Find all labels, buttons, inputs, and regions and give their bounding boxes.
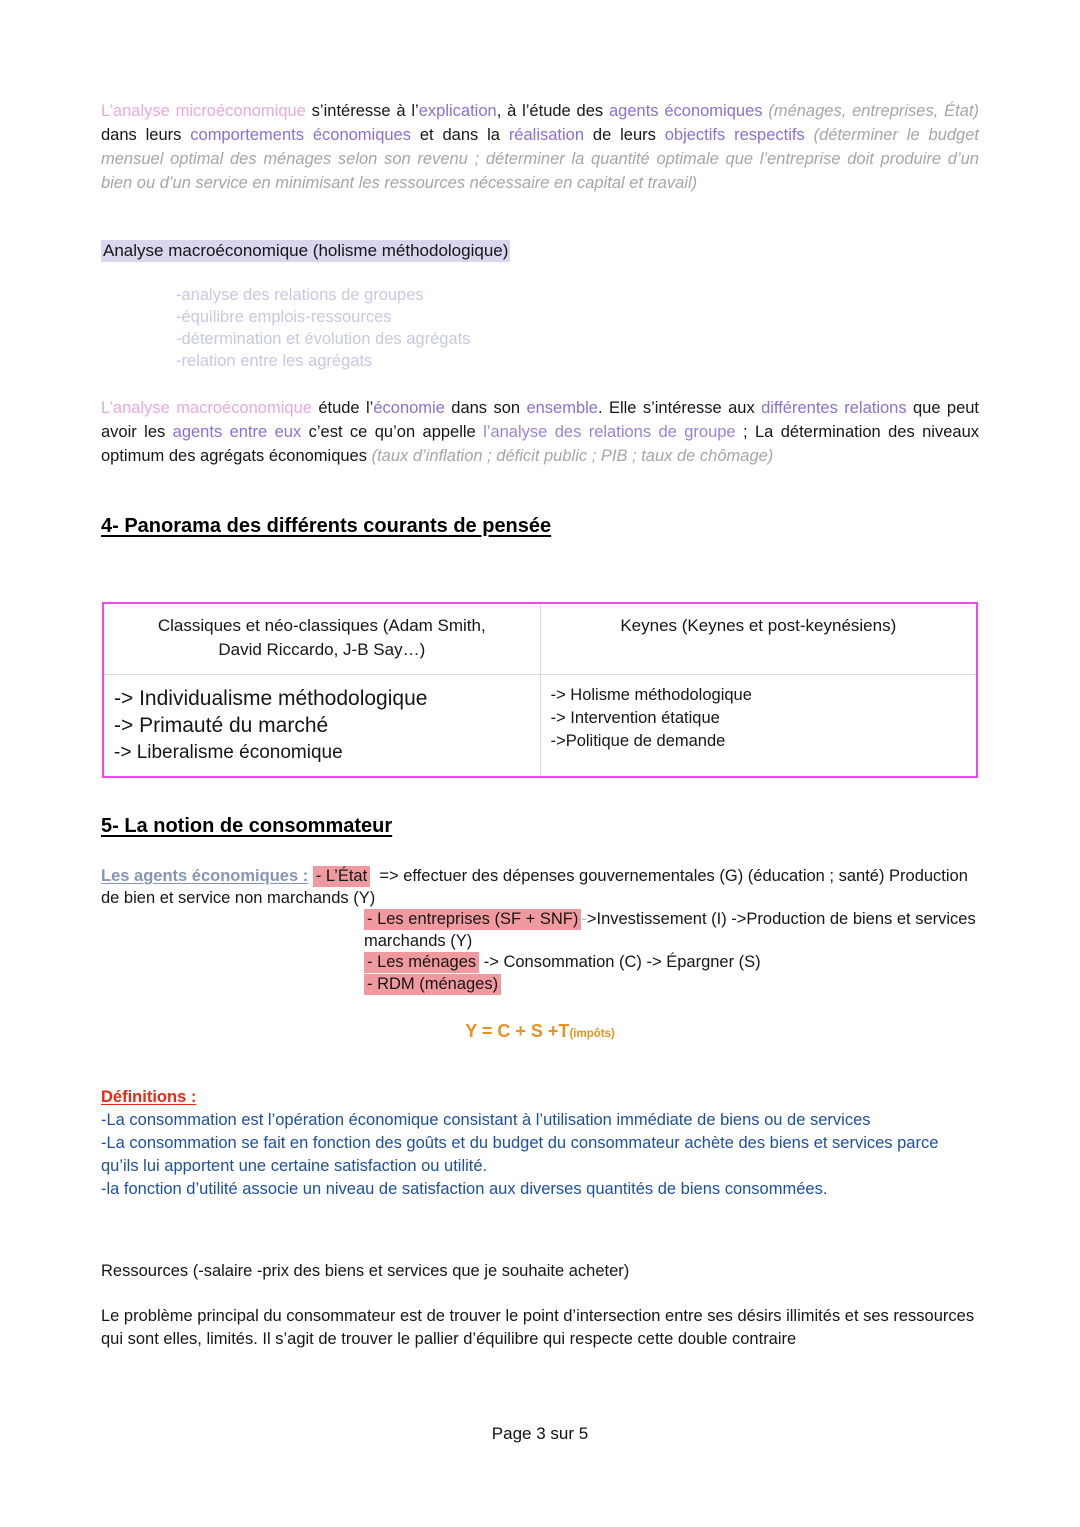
document-page: [101, 0, 979, 1527]
menages-description: [479, 953, 761, 971]
table-cell-keynes-items: [540, 675, 977, 778]
agents-etat-line: [101, 866, 979, 909]
macro-parenthetical: (taux d’inflation ; déficit public ; PIB ; taux de chômage): [371, 447, 774, 465]
table-header-text: [104, 604, 540, 674]
micro-text-5: de leurs: [584, 126, 665, 144]
header-line-1: Classiques et néo-classiques (Adam Smith,: [157, 616, 486, 635]
list-item: -détermination et évolution des agrégats: [176, 330, 471, 348]
table-cell-classiques-items: [103, 675, 540, 778]
explication-term: explication: [418, 102, 497, 120]
list-item: -> Intervention étatique: [550, 709, 720, 727]
definitions-block: [101, 1086, 979, 1201]
macro-text-6: ; La détermination des niveaux optimum des agrégats économiques: [101, 423, 979, 465]
table-row: [103, 675, 977, 778]
agents-economiques-block: [101, 866, 979, 995]
micro-text-2: , à l’étude des: [496, 102, 609, 120]
macro-heading-wrapper: [101, 239, 510, 263]
table-header-cell-keynes: [540, 603, 977, 675]
macro-text-2: dans son: [444, 399, 527, 417]
table-header-cell-classiques: [103, 603, 540, 675]
micro-text-4: et dans la: [410, 126, 509, 144]
etat-description-text: => effectuer des dépenses gouvernementales (G) (éducation ; santé) Production de bien et service non marchands (Y): [101, 867, 968, 907]
list-item: -> Liberalisme économique: [114, 742, 343, 763]
definition-item: -La consommation est l’opération économique consistant à l’utilisation immédiate de biens ou de services: [101, 1111, 871, 1129]
probleme-consommateur-paragraph: Le problème principal du consommateur est de trouver le point d’intersection entre ses désirs illimités et ses ressources qui sont elles, limités. Il s’agit de trouver le pallier d’équilibre qui respecte cette double contraire: [101, 1307, 975, 1348]
list-item: -équilibre emplois-ressources: [176, 308, 392, 326]
macro-text-4: que peut avoir les: [101, 399, 980, 441]
header-line-2: David Riccardo, J-B Say…): [218, 640, 426, 659]
entreprises-highlight: - Les entreprises (SF + SNF): [364, 909, 581, 930]
page-footer: Page 3 sur 5: [491, 1424, 589, 1443]
analyse-relations-groupe-term: l’analyse des relations de groupe: [483, 423, 736, 441]
list-item: -> Individualisme méthodologique: [114, 687, 428, 710]
entreprises-dash: -: [581, 910, 587, 928]
income-formula: [101, 1021, 979, 1042]
rdm-highlight: - RDM (ménages): [364, 974, 501, 995]
agents-economiques-term: agents économiques: [608, 102, 763, 120]
agents-rdm-line: [101, 974, 979, 996]
comportements-term: comportements économiques: [190, 126, 411, 144]
etat-highlight: - L’État: [313, 866, 370, 887]
macro-economics-paragraph: [101, 396, 979, 468]
menages-description-text: -> Consommation (C) -> Épargner (S): [483, 953, 761, 971]
macro-text-5: c’est ce qu’on appelle: [301, 423, 484, 441]
section-heading-5: 5- La notion de consommateur: [101, 815, 393, 837]
ressources-paragraph: Ressources (-salaire -prix des biens et services que je souhaite acheter): [101, 1262, 630, 1280]
definition-item: -la fonction d’utilité associe un niveau de satisfaction aux diverses quantités de biens consommées.: [101, 1180, 828, 1198]
micro-text-1: s’intéresse à l’: [305, 102, 419, 120]
keynes-item-list: [541, 675, 976, 763]
micro-term: L’analyse microéconomique: [101, 102, 306, 120]
definition-item: -La consommation se fait en fonction des goûts et du budget du consommateur achète des biens et services parce qu’ils lui apportent une certaine satisfaction ou utilité.: [101, 1134, 939, 1175]
list-item: ->Politique de demande: [550, 732, 726, 750]
list-item: -> Holisme méthodologique: [550, 686, 752, 704]
table-header-row: [103, 603, 977, 675]
economie-term: économie: [373, 399, 445, 417]
agents-entre-eux-term: agents entre eux: [172, 423, 302, 441]
formula-subscript: (impôts): [569, 1028, 615, 1040]
menages-highlight: - Les ménages: [364, 952, 479, 973]
classiques-item-list: [104, 675, 540, 776]
macro-bullet-list: [176, 284, 470, 372]
realisation-term: réalisation: [508, 126, 585, 144]
micro-parenthetical-1: (ménages, entreprises, État): [762, 102, 979, 120]
list-item: -analyse des relations de groupes: [176, 286, 424, 304]
objectifs-term: objectifs respectifs: [664, 126, 805, 144]
entreprises-description: >Investissement (I) ->Production de biens et services marchands (Y): [364, 910, 976, 950]
micro-parenthetical-2: (déterminer le budget mensuel optimal des ménages selon son revenu ; déterminer la quantité optimale que l’entreprise doit produire d’un bien ou d’un service en minimisant les ressources nécessaire en capital et travail): [101, 126, 979, 192]
list-item: -> Primauté du marché: [114, 714, 329, 737]
differentes-relations-term: différentes relations: [761, 399, 907, 417]
definitions-title: Définitions :: [101, 1088, 197, 1106]
macro-term: L’analyse macroéconomique: [101, 399, 312, 417]
formula-main: Y = C + S +T: [465, 1021, 570, 1041]
agents-entreprises-line: [101, 909, 979, 952]
courants-de-pensee-table: [102, 602, 978, 778]
list-item: -relation entre les agrégats: [176, 352, 373, 370]
table-header-text: Keynes (Keynes et post-keynésiens): [620, 616, 897, 635]
agents-menages-line: [101, 952, 979, 974]
agents-lead-label: Les agents économiques :: [101, 867, 309, 885]
macro-text-1: étude l’: [311, 399, 374, 417]
ensemble-term: ensemble: [526, 399, 598, 417]
macro-text-3: . Elle s’intéresse aux: [597, 399, 762, 417]
section-heading-4: 4- Panorama des différents courants de pensée: [101, 515, 552, 537]
micro-text-3: dans leurs: [101, 126, 191, 144]
macro-analysis-heading: Analyse macroéconomique (holisme méthodologique): [103, 241, 509, 260]
micro-economics-paragraph: [101, 99, 979, 195]
